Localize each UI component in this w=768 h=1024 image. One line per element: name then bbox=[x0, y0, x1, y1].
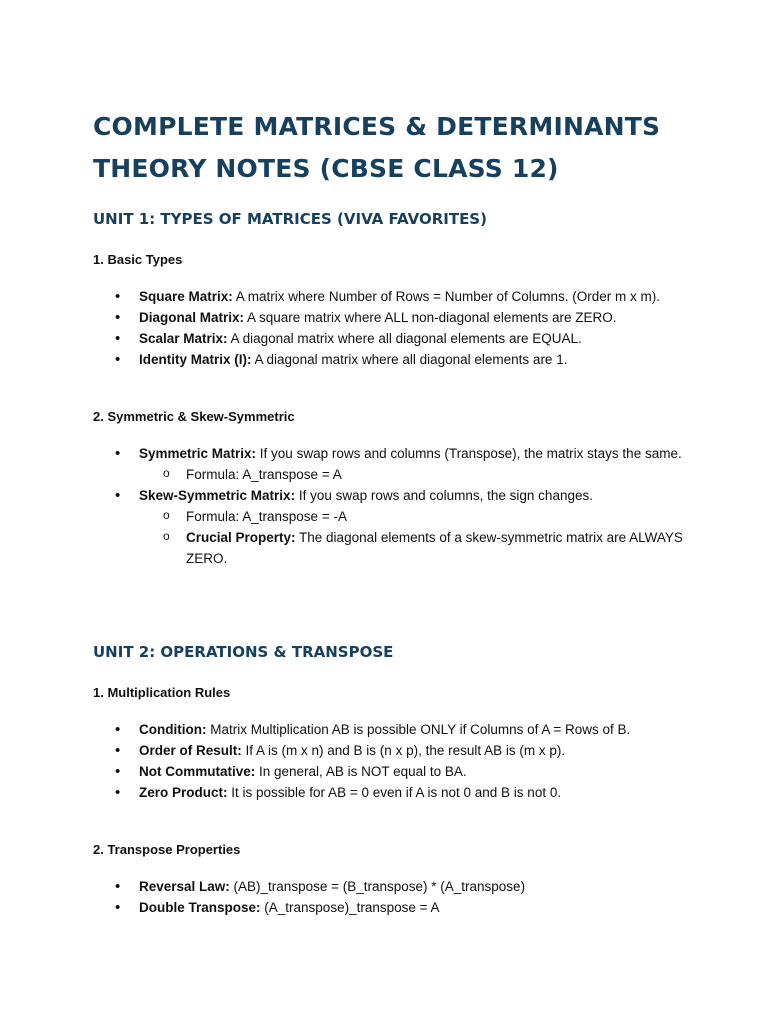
item-term: Square Matrix: bbox=[139, 289, 233, 304]
list-item bbox=[93, 761, 683, 782]
sub-list-item bbox=[93, 527, 683, 569]
item-text: If you swap rows and columns (Transpose), the matrix stays the same. bbox=[256, 446, 682, 461]
item-text: In general, AB is NOT equal to BA. bbox=[255, 764, 467, 779]
unit2-heading: UNIT 2: OPERATIONS & TRANSPOSE bbox=[93, 643, 394, 661]
item-term: Symmetric Matrix: bbox=[139, 446, 257, 461]
item-text: A diagonal matrix where all diagonal elements are EQUAL. bbox=[227, 331, 582, 346]
symmetric-list bbox=[93, 443, 683, 569]
transpose-list bbox=[93, 876, 683, 918]
item-term: Diagonal Matrix: bbox=[139, 310, 245, 325]
item-term: Order of Result: bbox=[139, 743, 242, 758]
item-term: Reversal Law: bbox=[139, 879, 230, 894]
list-item bbox=[93, 740, 683, 761]
item-text: (AB)_transpose = (B_transpose) * (A_transpose) bbox=[229, 879, 526, 894]
item-text: The diagonal elements of a skew-symmetric matrix are ALWAYS ZERO. bbox=[186, 530, 683, 566]
item-text: (A_transpose)_transpose = A bbox=[260, 900, 440, 915]
formula-text: Formula: A_transpose = A bbox=[186, 467, 342, 482]
list-item bbox=[93, 443, 683, 464]
item-text: A matrix where Number of Rows = Number of Columns. (Order m x m). bbox=[232, 289, 661, 304]
list-item bbox=[93, 719, 683, 740]
item-term: Scalar Matrix: bbox=[139, 331, 228, 346]
item-text: It is possible for AB = 0 even if A is not 0 and B is not 0. bbox=[227, 785, 562, 800]
item-text: If A is (m x n) and B is (n x p), the result AB is (m x p). bbox=[241, 743, 566, 758]
unit1-symmetric-heading: 2. Symmetric & Skew-Symmetric bbox=[93, 409, 295, 424]
multiplication-list bbox=[93, 719, 683, 803]
item-term: Double Transpose: bbox=[139, 900, 261, 915]
item-term: Not Commutative: bbox=[139, 764, 256, 779]
item-text: If you swap rows and columns, the sign changes. bbox=[295, 488, 593, 503]
list-item bbox=[93, 876, 683, 897]
document-title: COMPLETE MATRICES & DETERMINANTS THEORY NOTES (CBSE CLASS 12) bbox=[93, 112, 661, 183]
item-text: Matrix Multiplication AB is possible ONLY if Columns of A = Rows of B. bbox=[206, 722, 631, 737]
list-item bbox=[93, 328, 683, 349]
list-item bbox=[93, 897, 683, 918]
item-term: Zero Product: bbox=[139, 785, 228, 800]
unit2-multiplication-heading: 1. Multiplication Rules bbox=[93, 685, 231, 700]
basic-types-list bbox=[93, 286, 683, 370]
list-item bbox=[93, 286, 683, 307]
list-item bbox=[93, 782, 683, 803]
unit1-basic-types-heading: 1. Basic Types bbox=[93, 252, 183, 267]
item-term: Crucial Property: bbox=[186, 530, 296, 545]
item-text: A square matrix where ALL non-diagonal elements are ZERO. bbox=[244, 310, 617, 325]
list-item bbox=[93, 485, 683, 506]
sub-list-item bbox=[93, 506, 683, 527]
item-term: Skew-Symmetric Matrix: bbox=[139, 488, 296, 503]
item-term: Identity Matrix (I): bbox=[139, 352, 252, 367]
unit1-heading: UNIT 1: TYPES OF MATRICES (VIVA FAVORITES) bbox=[93, 210, 487, 228]
item-term: Condition: bbox=[139, 722, 207, 737]
item-text: A diagonal matrix where all diagonal elements are 1. bbox=[251, 352, 568, 367]
formula-text: Formula: A_transpose = -A bbox=[186, 509, 347, 524]
sub-list-item bbox=[93, 464, 683, 485]
unit2-transpose-heading: 2. Transpose Properties bbox=[93, 842, 241, 857]
list-item bbox=[93, 349, 683, 370]
list-item bbox=[93, 307, 683, 328]
